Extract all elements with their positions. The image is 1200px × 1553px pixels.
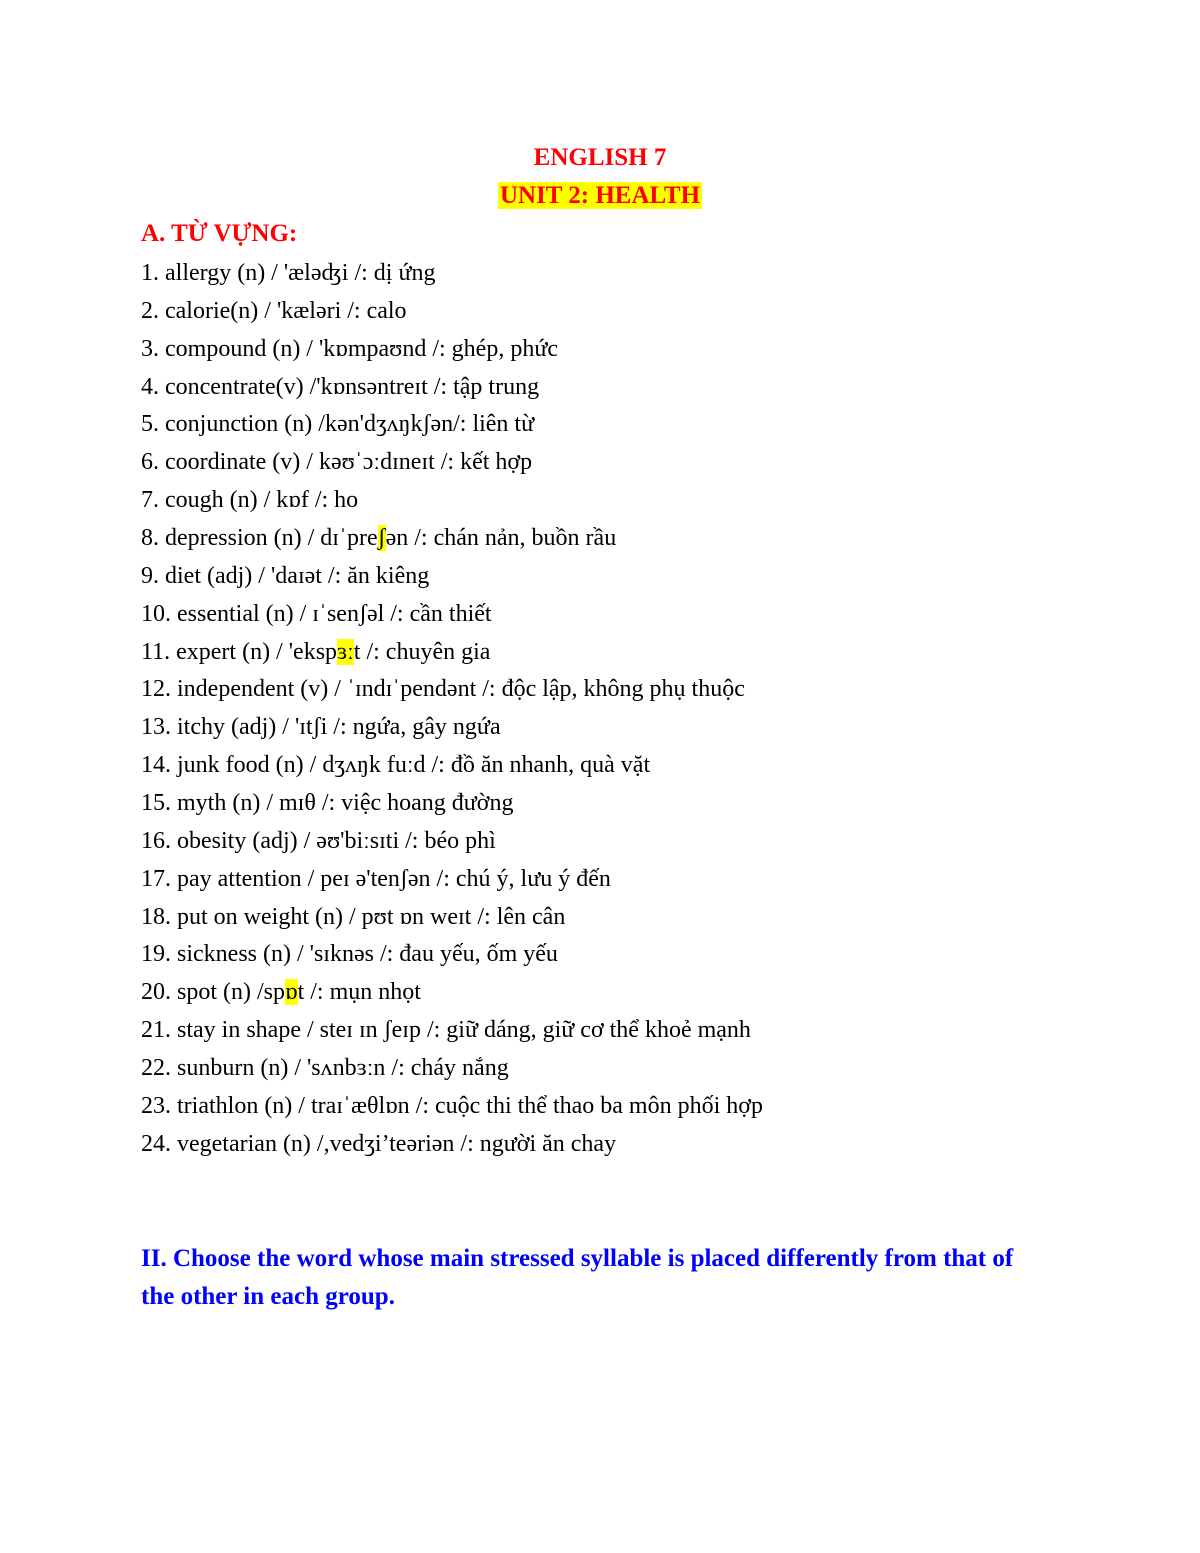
vocab-item-text-rest: ən /: chán nản, buồn rầu xyxy=(385,525,617,552)
vocab-item-text: 15. myth (n) / mɪθ /: việc hoang đường xyxy=(141,790,514,817)
vocab-item-text: 16. obesity (adj) / əʊ'biːsɪti /: béo phì xyxy=(141,827,496,854)
section-ii-heading: II. Choose the word whose main stressed syllable is placed differently from that of the other in each group. xyxy=(141,1245,1014,1310)
vocab-item xyxy=(141,408,763,446)
unit-title-text: UNIT 2: HEALTH xyxy=(499,182,701,209)
vocab-item-text: 3. compound (n) / 'kɒmpaʊnd /: ghép, phức xyxy=(141,335,558,362)
vocab-item-text: 21. stay in shape / steɪ ɪn ʃeɪp /: giữ dáng, giữ cơ thể khoẻ mạnh xyxy=(141,1017,751,1044)
vocabulary-list xyxy=(141,257,763,1166)
vocab-item-text: 4. concentrate(v) /'kɒnsəntreɪt /: tập trung xyxy=(141,373,540,400)
vocab-item xyxy=(141,598,763,636)
vocab-item-text: 1. allergy (n) / 'æləʤi /: dị ứng xyxy=(141,260,436,286)
vocab-item xyxy=(141,976,763,1014)
vocab-item-text: 19. sickness (n) / 'sɪknəs /: đau yếu, ốm yếu xyxy=(141,941,558,968)
vocab-item xyxy=(141,673,763,711)
vocab-item-text: 5. conjunction (n) /kən'dʒʌŋkʃən/: liên từ xyxy=(141,411,535,438)
vocab-item-text: 7. cough (n) / kɒf /: ho xyxy=(141,487,359,514)
vocab-item-text: 13. itchy (adj) / 'ɪtʃi /: ngứa, gây ngứa xyxy=(141,714,501,741)
vocab-item-text: 9. diet (adj) / 'daɪət /: ăn kiêng xyxy=(141,562,430,589)
vocab-item xyxy=(141,787,763,825)
unit-title xyxy=(0,181,1200,211)
vocab-item-text: 20. spot (n) /sp xyxy=(141,979,285,1006)
vocab-item-highlight: ɜː xyxy=(337,638,354,665)
vocab-item-text: 12. independent (v) / ˈɪndɪˈpendənt /: độc lập, không phụ thuộc xyxy=(141,676,745,703)
vocab-item xyxy=(141,1052,763,1090)
vocab-item-text-rest: t /: mụn nhọt xyxy=(297,979,421,1006)
vocab-item xyxy=(141,371,763,409)
vocab-item xyxy=(141,257,763,295)
vocab-item-text: 18. put on weight (n) / pʊt ɒn weɪt /: lên cân xyxy=(141,903,566,930)
vocab-item xyxy=(141,636,763,674)
vocab-item-text: 24. vegetarian (n) /,vedʒi’teəriən /: người ăn chay xyxy=(141,1130,617,1157)
vocab-item-text: 2. calorie(n) / 'kæləri /: calo xyxy=(141,297,407,324)
vocab-item-text: 14. junk food (n) / dʒʌŋk fuːd /: đồ ăn nhanh, quà vặt xyxy=(141,752,651,779)
vocab-item xyxy=(141,295,763,333)
vocab-item-text: 8. depression (n) / dɪˈpre xyxy=(141,525,378,552)
vocab-item-text: 17. pay attention / peɪ ə'tenʃən /: chú ý, lưu ý đến xyxy=(141,865,611,892)
vocab-item xyxy=(141,938,763,976)
vocab-item xyxy=(141,1014,763,1052)
vocab-item xyxy=(141,825,763,863)
vocab-item-text: 10. essential (n) / ɪˈsenʃəl /: cần thiết xyxy=(141,600,492,627)
vocab-item xyxy=(141,446,763,484)
vocab-item xyxy=(141,901,763,939)
vocab-item xyxy=(141,711,763,749)
vocab-item xyxy=(141,560,763,598)
section-a-heading: A. TỪ VỰNG: xyxy=(141,220,298,247)
vocab-item-text: 11. expert (n) / 'eksp xyxy=(141,638,338,665)
vocab-item xyxy=(141,484,763,522)
vocab-item xyxy=(141,1090,763,1128)
vocab-item xyxy=(141,863,763,901)
vocab-item xyxy=(141,749,763,787)
vocab-item xyxy=(141,333,763,371)
vocab-item-text: 23. triathlon (n) / traɪˈæθlɒn /: cuộc thi thể thao ba môn phối hợp xyxy=(141,1092,763,1119)
vocab-item xyxy=(141,1128,763,1166)
vocab-item-highlight: ʃ xyxy=(377,525,386,552)
vocab-item-text: 6. coordinate (v) / kəʊˈɔːdɪneɪt /: kết hợp xyxy=(141,449,533,476)
vocab-item xyxy=(141,522,763,560)
vocab-item-text: 22. sunburn (n) / 'sʌnbɜːn /: cháy nắng xyxy=(141,1055,509,1082)
vocab-item-highlight: ɒ xyxy=(285,979,298,1006)
document-title: ENGLISH 7 xyxy=(533,144,667,171)
vocab-item-text-rest: t /: chuyên gia xyxy=(353,638,491,665)
